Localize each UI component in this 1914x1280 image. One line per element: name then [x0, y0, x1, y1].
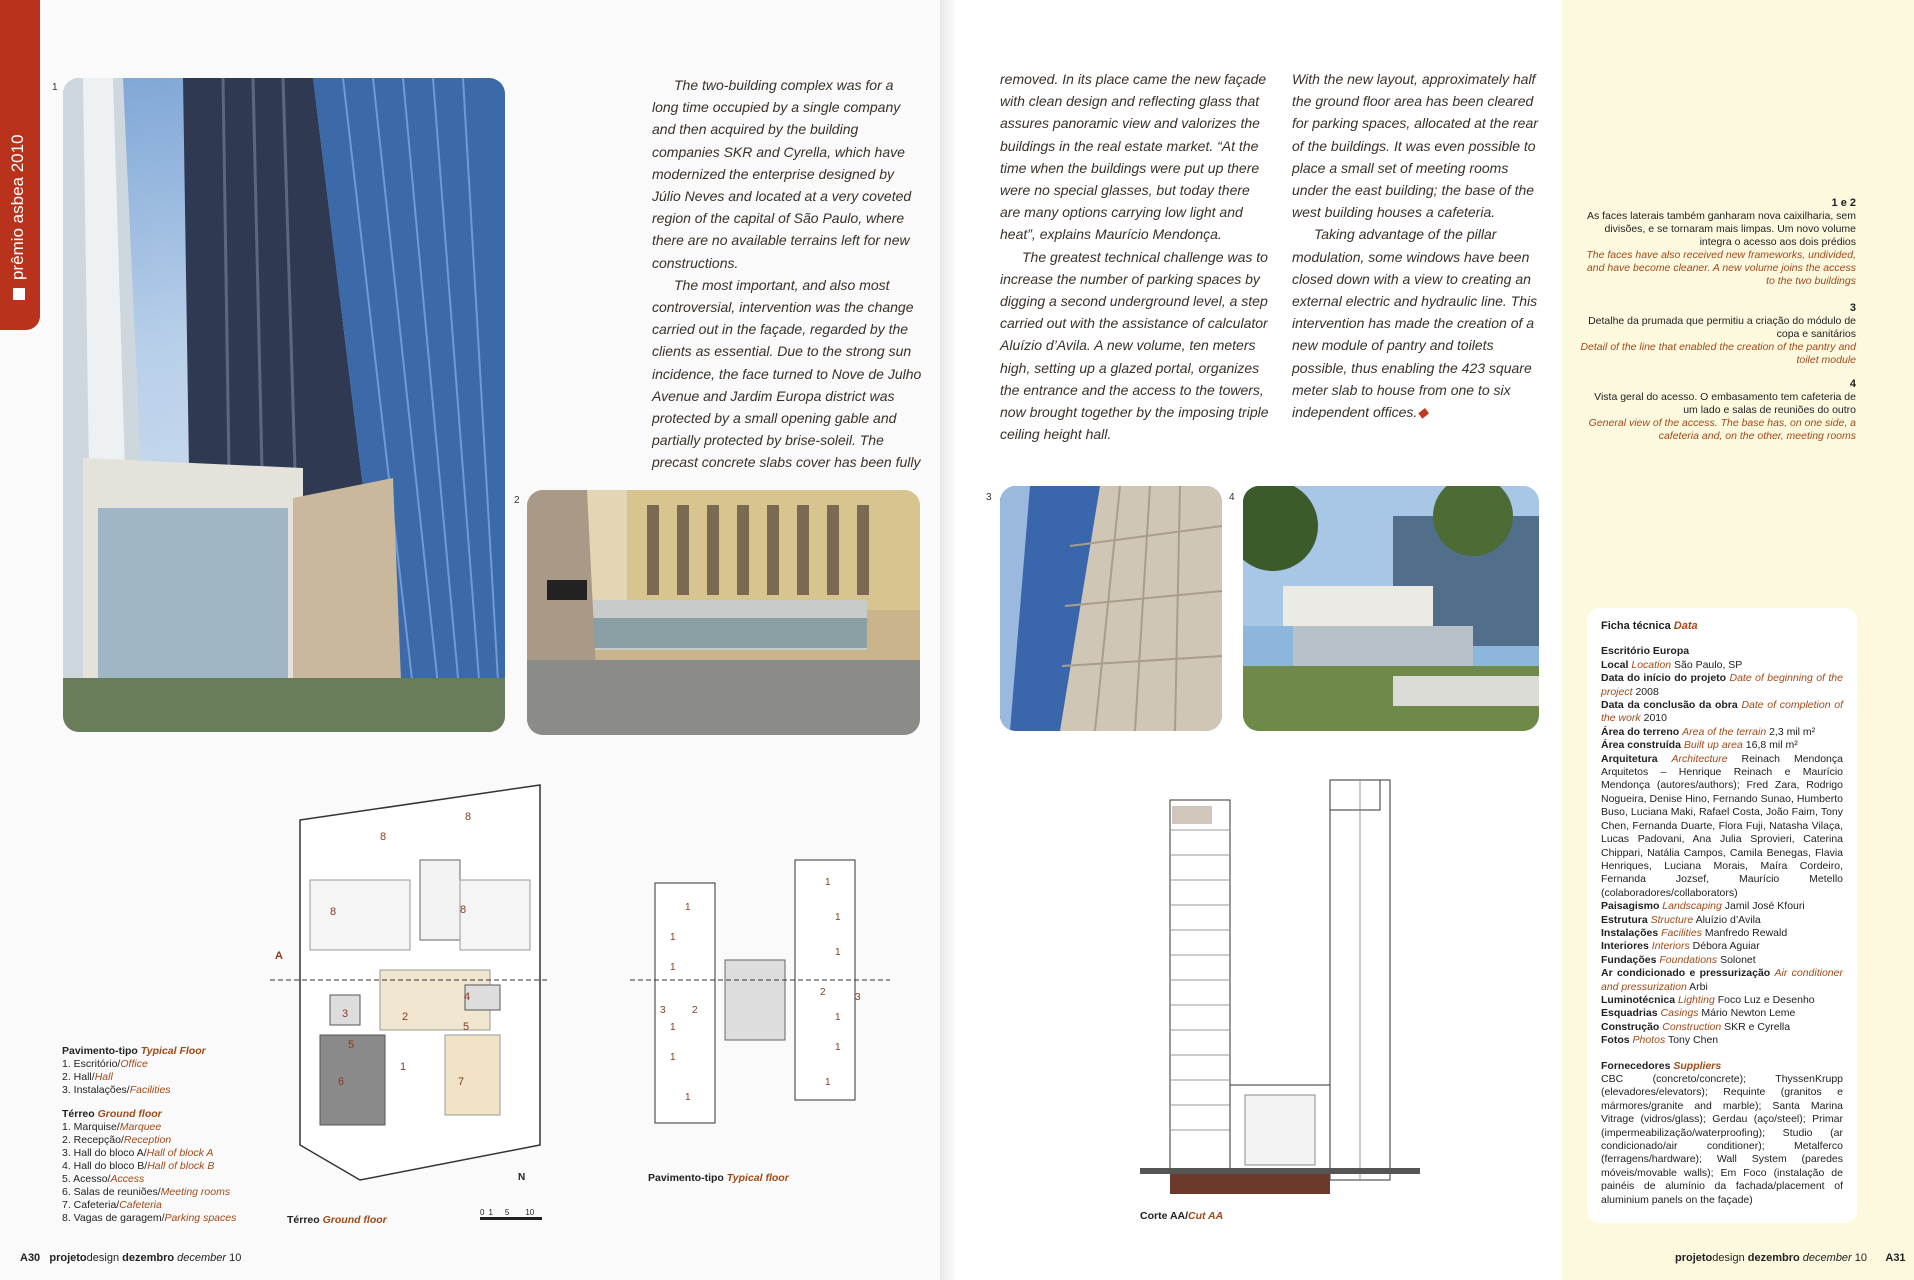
technical-data-box: Ficha técnica Data Escritório Europa Local Location São Paulo, SP Data do início do projeto Date of beginning of the project 2008 Data da conclusão da obra Date of completion of the work 2010 Área do terreno Area of the terrain 2,3 mil m² Área construída Built up area 16,8 mil m² Arquitetura Architecture Reinach Mendonça Arquitetos – Henrique Reinach e Maurício Mendonça (autores/authors); Fred Zara, Rodrigo Nogueira, Denise Hino, Fernando Sunao, Humberto Buso, Luciana Maki, Rafael Costa, João Faim, Tony Chen, Fernanda Duarte, Flora Fuji, Natasha Vilaça, Lucas Padovani, Ana Julia Sprovieri, Caterina Chippari, Natália Campos, Camila Benegas, Flavia Henriques, Luciana Morais, Maíra Cordeiro, Fernanda Jozsef, Maurício Metello (colaboradores/collaborators) Paisagismo Landscaping Jamil José Kfouri Estrutura Structure Aluízio d’Avila Instalações Facilities Manfredo Rewald Interiores Interiors Débora Aguiar Fundações Foundations Solonet Ar condicionado e pressurização Air conditioner and pressurization Arbi Luminotécnica Lighting Foco Luz e Desenho Esquadrias Casings Mário Newton Leme Construção Construction SKR e Cyrella Fotos Photos Tony Chen Fornecedores Suppliers CBC (concreto/concrete); ThyssenKrupp (elevadores/elevators); Requinte (granitos e mármores/granite and marble); Santa Marina Vitrage (vidros/glass); Gerdau (aço/steel); Primar (impermeabilização/waterproofing); Studio (ar condicionado/air conditioner); Metalferco (ferragens/hardware); Wall System (paredes móveis/movable walls); Em Foco (instalação de painéis de alumínio da fachada/placement of aluminium panels on the façade)	[1587, 608, 1857, 1223]
ficha-row: Construção Construction SKR e Cyrella	[1601, 1020, 1791, 1033]
ficha-row: Estrutura Structure Aluízio d’Avila	[1601, 913, 1761, 926]
photo-number: 2	[514, 495, 520, 506]
ficha-row: Paisagismo Landscaping Jamil José Kfouri	[1601, 900, 1805, 913]
svg-text:2: 2	[692, 1005, 698, 1016]
footer-right: projetodesign dezembro december 10 A31	[1675, 1252, 1906, 1264]
svg-text:6: 6	[338, 1076, 345, 1088]
photo-entrance-portal	[527, 490, 920, 735]
article-column-2	[1000, 68, 1272, 445]
typical-floor-plan	[630, 855, 890, 1125]
cut-mark: A	[275, 950, 283, 962]
svg-text:1: 1	[835, 947, 841, 958]
footer-left: A30 projetodesign dezembro december 10	[20, 1252, 242, 1264]
typical-floor-legend: Pavimento-tipo Typical Floor 1. Escritório/Office 2. Hall/Hall 3. Instalações/Facilities	[62, 1045, 206, 1096]
article-column-1	[652, 74, 922, 474]
svg-text:1: 1	[825, 877, 831, 888]
svg-text:7: 7	[458, 1076, 465, 1088]
ficha-row: Esquadrias Casings Mário Newton Leme	[1601, 1007, 1796, 1020]
svg-text:1: 1	[835, 1042, 841, 1053]
ficha-row: Fundações Foundations Solonet	[1601, 953, 1756, 966]
svg-text:1: 1	[670, 962, 676, 973]
section-drawing	[1140, 770, 1420, 1200]
ficha-row: Instalações Facilities Manfredo Rewald	[1601, 926, 1788, 939]
ground-floor-legend: Térreo Ground floor 1. Marquise/Marquee 2. Recepção/Reception 3. Hall do bloco A/Hall of block A 4. Hall do bloco B/Hall of block B 5. Acesso/Access 6. Salas de reuniões/Meeting rooms 7. Cafeteria/Cafeteria 8. Vagas de garagem/Parking spaces	[62, 1108, 237, 1224]
paragraph: The two-building complex was for a long time occupied by a single company and then acquired by the building companies SKR and Cyrella, which have modernized the enterprise designed by Júlio Neves and located at a very coveted region of the capital of São Paulo, where there are no available terrains left for new constructions.	[652, 77, 912, 271]
ground-floor-plan	[270, 780, 550, 1220]
photo-number: 4	[1229, 492, 1235, 503]
svg-text:8: 8	[380, 831, 387, 843]
award-label: prêmio asbea 2010	[8, 134, 27, 280]
svg-text:1: 1	[400, 1061, 407, 1073]
svg-text:1: 1	[825, 1077, 831, 1088]
suppliers-text: CBC (concreto/concrete); ThyssenKrupp (elevadores/elevators); Requinte (granitos e mármores/granite and marble); Santa Marina Vitrage (vidros/glass); Gerdau (aço/steel); Primar (impermeabilização/waterproofing); Studio (ar condicionado/air conditioner); Metalferco (ferragens/hardware); Wall System (paredes móveis/movable walls); Em Foco (instalação de painéis de alumínio da fachada/placement of aluminium panels on the façade)	[1601, 1073, 1843, 1206]
svg-text:1: 1	[670, 1052, 676, 1063]
ficha-rows	[1601, 659, 1843, 1048]
paragraph: With the new layout, approximately half the ground floor area has been cleared for parking spaces, allocated at the rear of the buildings. It was even possible to place a small set of meeting rooms under the east building; the base of the west building houses a cafeteria.	[1292, 71, 1538, 221]
svg-text:1: 1	[685, 1092, 691, 1103]
svg-text:2: 2	[402, 1011, 409, 1023]
scale-bar: 0 1 5 10	[480, 1208, 542, 1220]
photo-access-view	[1243, 486, 1539, 731]
photo-number: 1	[52, 82, 58, 93]
photo-number: 3	[986, 492, 992, 503]
ficha-row: Ar condicionado e pressurização Air conditioner and pressurization Arbi	[1601, 967, 1843, 993]
left-page	[0, 0, 955, 1280]
paragraph: The most important, and also most controversial, intervention was the change carried out in the façade, regarded by the clients as essential. Due to the strong sun incidence, the face turned to Nove de Julho Avenue and Jardim Europa district was protected by a small opening gable and partially protected by brise-soleil. The precast concrete slabs cover has been fully	[652, 276, 922, 471]
ficha-row: Local Location São Paulo, SP	[1601, 658, 1743, 671]
ficha-row: Data da conclusão da obra Date of completion of the work 2010	[1601, 699, 1843, 725]
svg-text:1: 1	[835, 1012, 841, 1023]
ficha-row: Interiores Interiors Débora Aguiar	[1601, 940, 1760, 953]
ficha-row: Área construída Built up area 16,8 mil m²	[1601, 739, 1798, 752]
svg-text:1: 1	[685, 902, 691, 913]
svg-text:1: 1	[670, 1022, 676, 1033]
ficha-row: Fotos Photos Tony Chen	[1601, 1034, 1719, 1047]
award-tab	[0, 0, 40, 330]
square-icon	[13, 288, 25, 300]
caption-3: 3 Detalhe da prumada que permitiu a criação do módulo de copa e sanitários Detail of the line that enabled the creation of the pantry and toilet module	[1580, 302, 1856, 366]
north-arrow: N	[518, 1172, 526, 1183]
end-mark-icon: ◆	[1417, 404, 1429, 421]
paragraph: The greatest technical challenge was to increase the number of parking spaces by digging a second underground level, a step carried out with the assistance of calculator Aluízio d’Avila. A new volume, ten meters high, setting up a glazed portal, organizes the entrance and the access to the towers, now brought together by the imposing triple ceiling height hall.	[1000, 248, 1269, 443]
ficha-row: Arquitetura Architecture Reinach Mendonça Arquitetos – Henrique Reinach e Maurício Mendonça (autores/authors); Fred Zara, Rodrigo Nogueira, Denise Hino, Fernando Sunao, Humberto Buso, Luciana Maki, Rafael Costa, João Faim, Tony Chen, Fernanda Duarte, Flora Fuji, Natasha Vilaça, Lucas Padovani, Ana Julia Sprovieri, Caterina Chippari, Natália Campos, Camila Benegas, Flavia Henriques, Luciana Morais, Maíra Cordeiro, Fernanda Jozsef, Maurício Metello (colaboradores/collaborators)	[1601, 752, 1843, 899]
section-label: Corte AA/Cut AA	[1140, 1210, 1224, 1222]
svg-text:1: 1	[670, 932, 676, 943]
svg-text:4: 4	[464, 991, 471, 1003]
svg-text:3: 3	[342, 1008, 349, 1020]
photo-towers-facade	[63, 78, 505, 732]
ficha-row: Luminotécnica Lighting Foco Luz e Desenho	[1601, 993, 1815, 1006]
svg-text:8: 8	[330, 906, 337, 918]
ficha-row: Área do terreno Area of the terrain 2,3 mil m²	[1601, 725, 1816, 738]
svg-text:8: 8	[465, 811, 472, 823]
paragraph: Taking advantage of the pillar modulation, some windows have been closed down with a view to creating an external electric and hydraulic line. This intervention has made the creation of a new module of pantry and toilets possible, thus enabling the 423 square meter slab to house from one to six independent offices.◆	[1292, 226, 1538, 421]
article-column-3	[1292, 68, 1544, 423]
svg-text:8: 8	[460, 904, 467, 916]
svg-text:5: 5	[348, 1039, 355, 1051]
ficha-title: Ficha técnica Data	[1601, 620, 1698, 632]
svg-text:2: 2	[820, 987, 826, 998]
svg-text:1: 1	[835, 912, 841, 923]
caption-4: 4 Vista geral do acesso. O embasamento tem cafeteria de um lado e salas de reuniões do outro General view of the access. The base has, on one side, a cafeteria and, on the other, meeting rooms	[1588, 378, 1856, 442]
caption-1-2: 1 e 2 As faces laterais também ganharam nova caixilharia, sem divisões, e se tornaram mais limpas. Um novo volume integra o acesso aos dois prédios The faces have also received new frameworks, undivided, and have become cleaner. A new volume joins the access to the two buildings	[1586, 197, 1856, 287]
ficha-row: Data do início do projeto Date of beginning of the project 2008	[1601, 672, 1843, 698]
svg-text:3: 3	[660, 1005, 666, 1016]
photo-facade-detail	[1000, 486, 1222, 731]
svg-text:5: 5	[463, 1021, 470, 1033]
svg-text:3: 3	[855, 992, 861, 1003]
typical-plan-label: Pavimento-tipo Typical floor	[648, 1172, 789, 1184]
ground-plan-label: Térreo Ground floor	[287, 1214, 387, 1226]
paragraph: removed. In its place came the new façade with clean design and reflecting glass that assures panoramic view and valorizes the buildings in the real estate market. “At the time when the buildings were put up there were no special glasses, but today there are many options carrying low light and heat”, explains Maurício Mendonça.	[1000, 71, 1267, 243]
